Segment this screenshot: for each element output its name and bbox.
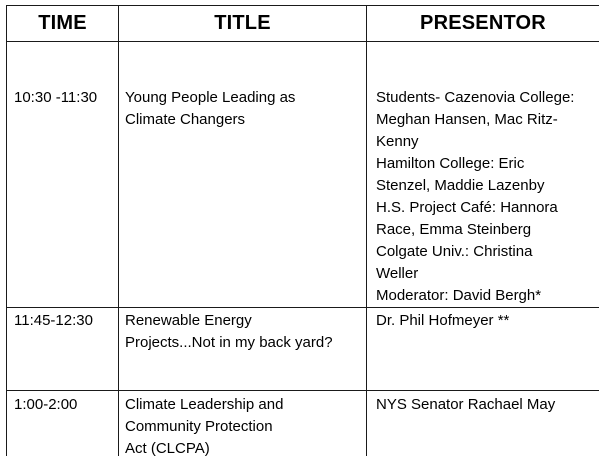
presenter-line: Race, Emma Steinberg xyxy=(376,221,532,238)
presenter-line: Meghan Hansen, Mac Ritz- xyxy=(376,111,558,128)
presenter-line: Moderator: David Bergh* xyxy=(376,287,542,304)
title-line: Renewable Energy xyxy=(125,312,252,329)
title-line: Climate Leadership and xyxy=(125,396,284,413)
title-line: Community Protection xyxy=(125,418,273,435)
title-line: Young People Leading as xyxy=(125,89,296,106)
schedule-document xyxy=(6,5,599,456)
presenter-line: NYS Senator Rachael May xyxy=(376,396,556,413)
presenter-line: H.S. Project Café: Hannora xyxy=(376,199,558,216)
presenter-cell xyxy=(367,391,600,457)
time-cell xyxy=(7,42,119,308)
presenter-line: Weller xyxy=(376,265,419,282)
table-row xyxy=(7,42,600,308)
time-cell xyxy=(7,391,119,457)
time-cell xyxy=(7,308,119,391)
title-line: Act (CLCPA) xyxy=(125,440,210,456)
presenter-line: Colgate Univ.: Christina xyxy=(376,243,533,260)
time-text: 1:00-2:00 xyxy=(14,396,78,413)
table-row xyxy=(7,391,600,457)
presenter-line: Kenny xyxy=(376,133,419,150)
header-presenter: PRESENTOR xyxy=(367,6,600,42)
presenter-line: Dr. Phil Hofmeyer ** xyxy=(376,312,510,329)
title-cell xyxy=(119,308,367,391)
title-line: Climate Changers xyxy=(125,111,246,128)
time-text: 11:45-12:30 xyxy=(14,312,93,329)
schedule-table xyxy=(6,5,599,456)
presenter-line: Hamilton College: Eric xyxy=(376,155,525,172)
presenter-line: Students- Cazenovia College: xyxy=(376,89,575,106)
header-row xyxy=(7,6,600,42)
time-text: 10:30 -11:30 xyxy=(14,89,98,106)
title-cell xyxy=(119,42,367,308)
table-row xyxy=(7,308,600,391)
header-title: TITLE xyxy=(119,6,367,42)
presenter-cell xyxy=(367,308,600,391)
title-cell xyxy=(119,391,367,457)
presenter-cell xyxy=(367,42,600,308)
title-line: Projects...Not in my back yard? xyxy=(125,334,333,351)
header-time: TIME xyxy=(7,6,119,42)
presenter-line: Stenzel, Maddie Lazenby xyxy=(376,177,545,194)
